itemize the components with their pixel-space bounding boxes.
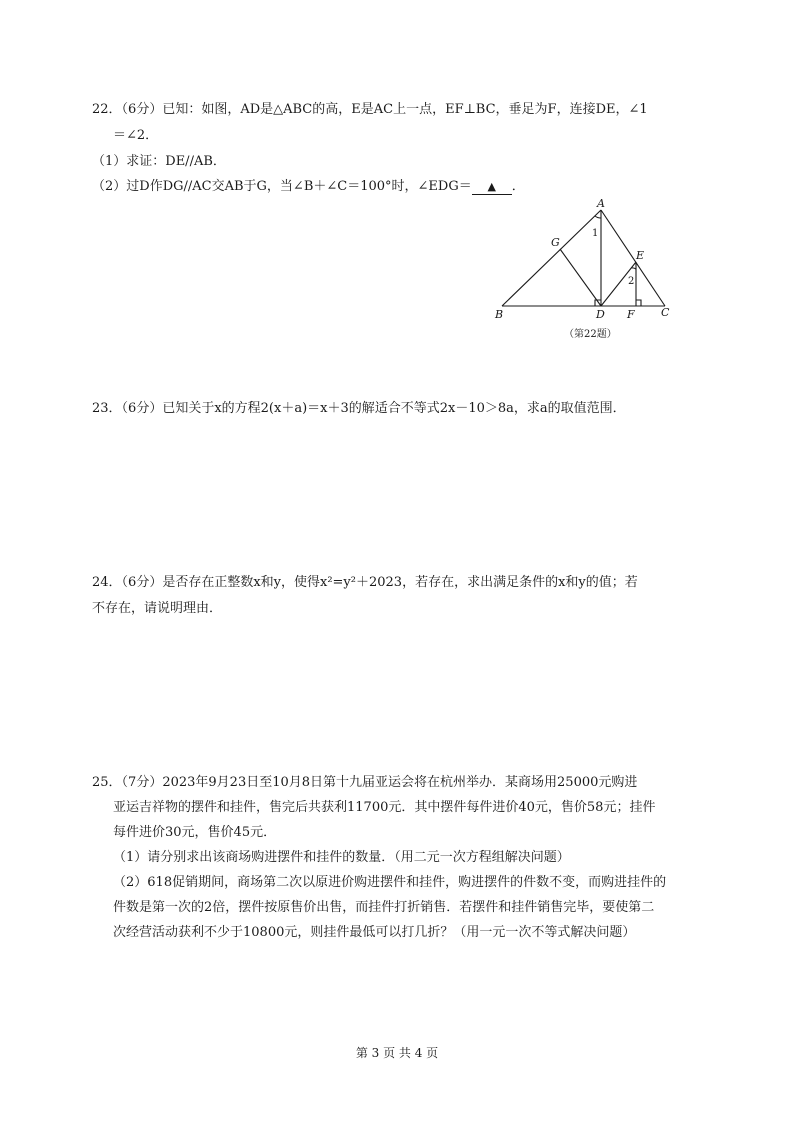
label-b: B	[495, 308, 504, 321]
angle-mark-2	[631, 268, 636, 269]
segment-gd	[560, 249, 601, 306]
label-d: D	[596, 308, 605, 321]
figure-caption: （第22题）	[564, 329, 617, 340]
q25-stem-line2: 亚运吉祥物的摆件和挂件，售完后共获利11700元．其中摆件每件进价40元，售价58元；挂件	[113, 800, 656, 815]
label-angle-1: 1	[592, 228, 599, 239]
q24-stem-line1: 24．（6分）是否存在正整数x和y，使得x²=y²＋2023，若存在，求出满足条件的x和y的值；若	[92, 575, 638, 590]
segment-ab	[502, 210, 601, 306]
q22-part2-suffix: ．	[511, 179, 525, 194]
q22-part2	[92, 175, 525, 195]
segment-ac	[601, 210, 665, 306]
q25-stem-line1: 25．（7分）2023年9月23日至10月8日第十九届亚运会将在杭州举办．某商场用25000元购进	[92, 775, 638, 790]
q24-stem-line2: 不存在，请说明理由．	[92, 601, 223, 616]
label-c: C	[661, 306, 670, 319]
right-angle-f	[636, 300, 641, 306]
answer-blank: ▲	[472, 180, 512, 195]
q25-part2-line2: 件数是第一次的2倍，摆件按原售价出售，而挂件打折销售．若摆件和挂件销售完毕，要使第二	[113, 900, 655, 915]
q25-part2-line3: 次经营活动获利不少于10800元，则挂件最低可以打几折？（用一元一次不等式解决问题）	[113, 925, 636, 940]
q22-part2-text: （2）过D作DG//AC交AB于G，当∠B＋∠C＝100°时，∠EDG＝	[92, 179, 472, 194]
q25-part1: （1）请分别求出该商场购进摆件和挂件的数量．（用二元一次方程组解决问题）	[113, 850, 570, 865]
label-a: A	[597, 197, 605, 210]
label-g: G	[551, 236, 560, 249]
q22-stem-line2: ＝∠2．	[113, 128, 159, 143]
label-f: F	[627, 308, 635, 321]
q23-stem: 23．（6分）已知关于x的方程2(x＋a)＝x＋3的解适合不等式2x－10＞8a，求a的取值范围．	[92, 401, 626, 416]
q25-stem-line3: 每件进价30元，售价45元．	[113, 825, 277, 840]
angle-mark-1	[595, 216, 601, 218]
label-angle-2: 2	[628, 276, 635, 287]
q22-part1: （1）求证：DE//AB．	[92, 154, 226, 169]
page-footer: 第 3 页 共 4 页	[355, 1046, 439, 1060]
q22-figure	[488, 196, 688, 346]
q22-stem-line1: 22．（6分）已知：如图，AD是△ABC的高，E是AC上一点，EF⊥BC，垂足为F，连接DE，∠1	[92, 102, 648, 117]
label-e: E	[636, 249, 645, 262]
q25-part2-line1: （2）618促销期间，商场第二次以原进价购进摆件和挂件，购进摆件的件数不变，而购进挂件的	[113, 875, 667, 890]
